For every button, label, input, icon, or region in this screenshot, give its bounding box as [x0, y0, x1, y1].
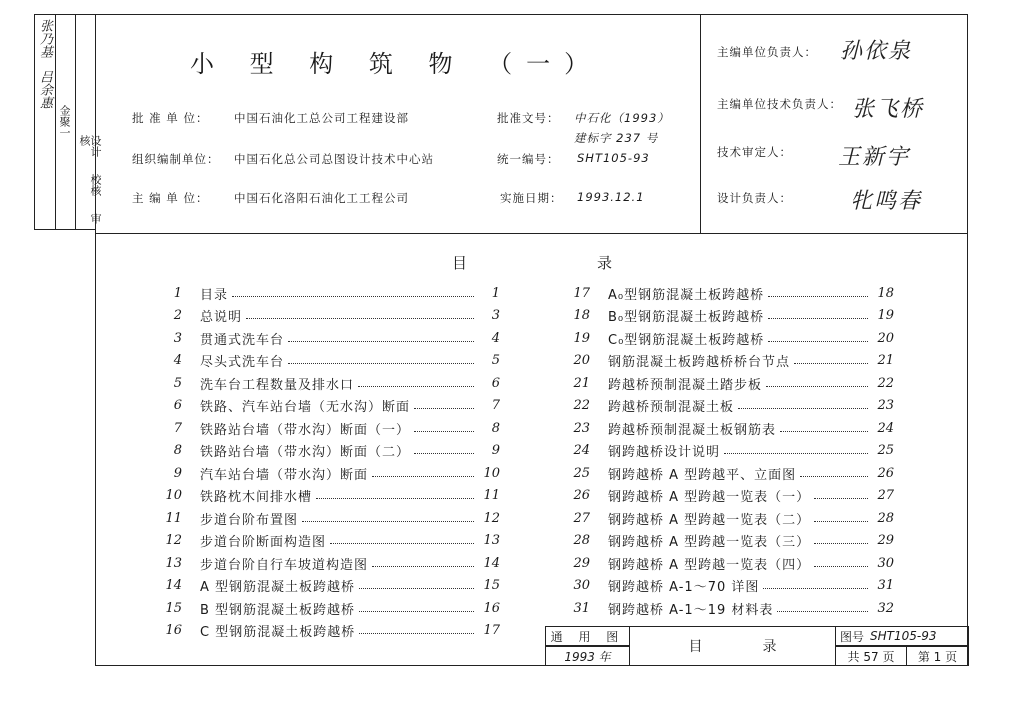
side-strip-names-2 — [59, 105, 70, 138]
toc-leader-dots — [414, 431, 474, 432]
toc-entry — [160, 621, 500, 641]
toc-entry — [568, 328, 894, 348]
toc-entry-page: 17 — [483, 623, 500, 638]
toc-entry — [568, 598, 894, 618]
signature-1: 孙依泉 — [840, 39, 913, 64]
toc-entry-title: 钢跨越桥 A 型跨越一览表（四） — [608, 557, 811, 573]
toc-entry-number: 3 — [173, 330, 182, 346]
toc-entry-number: 28 — [573, 533, 590, 548]
title-block — [545, 626, 969, 666]
toc-entry-number: 23 — [573, 420, 590, 436]
toc-entry-page: 7 — [491, 398, 500, 413]
unified-no-label: 统一编号： — [497, 152, 560, 166]
toc-leader-dots — [768, 341, 868, 342]
toc-entry — [160, 283, 500, 303]
toc-entry-number: 26 — [573, 488, 590, 503]
toc-leader-dots — [414, 408, 474, 409]
signature-2: 张飞桥 — [852, 97, 925, 122]
toc-leader-dots — [814, 543, 868, 544]
approving-unit-label: 批 准 单 位： — [132, 111, 209, 125]
toc-leader-dots — [777, 611, 868, 612]
toc-entry-number: 5 — [173, 375, 182, 391]
toc-leader-dots — [288, 363, 474, 364]
toc-entry-page: 27 — [877, 488, 894, 503]
toc-entry-page: 14 — [483, 555, 500, 571]
toc-entry-page: 22 — [877, 375, 894, 391]
toc-entry-page: 19 — [877, 308, 894, 323]
toc-leader-dots — [738, 408, 868, 409]
toc-entry-page: 1 — [491, 285, 500, 301]
toc-entry-title: 步道台阶自行车坡道构造图 — [200, 557, 369, 573]
toc-entry-number: 20 — [573, 353, 590, 368]
toc-entry-title: 步道台阶布置图 — [200, 512, 299, 528]
toc-leader-dots — [359, 611, 474, 612]
toc-entry-number: 7 — [173, 420, 182, 436]
toc-leader-dots — [763, 588, 868, 589]
organizing-unit-label: 组织编制单位： — [132, 152, 220, 166]
toc-leader-dots — [316, 498, 474, 499]
title-block-page: 第 1 页 — [906, 646, 969, 666]
approval-no-label: 批准文号： — [497, 111, 560, 125]
title-block-drawing-no — [835, 626, 969, 646]
toc-entry-page: 10 — [483, 465, 500, 481]
toc-entry-number: 24 — [573, 443, 590, 458]
toc-entry — [568, 373, 894, 393]
toc-entry-number: 12 — [165, 533, 182, 548]
toc-entry-number: 27 — [573, 510, 590, 526]
side-name-3: 金聚一 — [58, 105, 71, 138]
toc-entry-title: 贯通式洗车台 — [200, 332, 285, 348]
side-strip-labels — [79, 135, 101, 229]
toc-entry-number: 18 — [573, 308, 590, 323]
toc-entry-number: 29 — [573, 555, 590, 571]
toc-entry-page: 3 — [491, 308, 500, 323]
toc-entry-title: 汽车站台墙（带水沟）断面 — [200, 467, 369, 483]
toc-entry-title: 钢跨越桥 A 型跨越平、立面图 — [608, 467, 797, 483]
toc-leader-dots — [814, 566, 868, 567]
toc-entry-page: 18 — [877, 285, 894, 301]
toc-entry — [568, 531, 894, 551]
toc-leader-dots — [414, 453, 474, 454]
toc-entry-number: 30 — [573, 578, 590, 593]
title-block-total-pages: 共 57 页 — [835, 646, 907, 666]
toc-entry-number: 1 — [173, 285, 182, 301]
toc-entry-number: 31 — [573, 600, 590, 616]
toc-entry-page: 32 — [877, 600, 894, 616]
unified-no-value: SHT105-93 — [577, 151, 650, 165]
toc-entry-title: A₀型钢筋混凝土板跨越桥 — [608, 287, 765, 303]
drawing-no-label: 图号 — [840, 629, 865, 644]
toc-entry-title: 尽头式洗车台 — [200, 355, 285, 370]
toc-entry-title: 铁路枕木间排水槽 — [200, 490, 313, 505]
toc-entry — [160, 576, 500, 596]
toc-entry — [160, 396, 500, 416]
toc-entry — [568, 508, 894, 528]
title-block-name-left: 目 — [688, 639, 703, 655]
toc-entry — [568, 351, 894, 371]
toc-entry-title: 铁路站台墙（带水沟）断面（一） — [200, 422, 411, 438]
toc-entry-page: 20 — [877, 330, 894, 346]
effective-date-value: 1993.12.1 — [577, 190, 645, 204]
side-label-3: 审核 — [78, 135, 102, 224]
toc-leader-dots — [288, 341, 474, 342]
toc-entry-title: 目录 — [200, 287, 229, 303]
toc-entry — [568, 418, 894, 438]
toc-leader-dots — [768, 296, 868, 297]
toc-entry-number: 13 — [165, 555, 182, 571]
toc-entry-title: C 型钢筋混凝土板跨越桥 — [200, 625, 356, 640]
toc-entry-number: 25 — [573, 465, 590, 481]
toc-entry — [568, 396, 894, 416]
toc-entry-page: 15 — [483, 578, 500, 593]
toc-entry — [160, 553, 500, 573]
toc-entry-title: 钢跨越桥 A-1～70 详图 — [608, 580, 760, 595]
toc-leader-dots — [766, 386, 868, 387]
toc-entry-page: 24 — [877, 420, 894, 436]
toc-entry-title: 跨越桥预制混凝土板钢筋表 — [608, 422, 777, 438]
toc-entry — [160, 598, 500, 618]
page-title: 小 型 构 筑 物 （一） — [190, 50, 603, 78]
toc-entry — [160, 486, 500, 506]
toc-entry-title: 钢跨越桥 A 型跨越一览表（一） — [608, 490, 811, 505]
toc-entry-number: 4 — [173, 353, 182, 368]
toc-entry-page: 13 — [483, 533, 500, 548]
toc-entry-number: 17 — [573, 285, 590, 301]
toc-entry — [568, 283, 894, 303]
responsible-label-1: 主编单位负责人： — [717, 45, 817, 59]
responsible-label-2: 主编单位技术负责人： — [717, 97, 842, 111]
toc-entry-page: 6 — [491, 375, 500, 391]
toc-entry-title: A 型钢筋混凝土板跨越桥 — [200, 580, 356, 595]
toc-leader-dots — [372, 566, 474, 567]
toc-entry — [568, 486, 894, 506]
toc-entry — [160, 508, 500, 528]
toc-entry-title: B₀型钢筋混凝土板跨越桥 — [608, 310, 765, 325]
toc-entry-page: 25 — [877, 443, 894, 458]
toc-entry-number: 21 — [573, 375, 590, 391]
toc-entry-number: 16 — [165, 623, 182, 638]
toc-entry-number: 8 — [173, 443, 182, 458]
toc-leader-dots — [814, 521, 868, 522]
toc-entry-page: 9 — [491, 443, 500, 458]
toc-entry-page: 12 — [483, 510, 500, 526]
toc-leader-dots — [359, 633, 474, 634]
side-name-2: 吕余惠 — [37, 70, 52, 110]
toc-heading-right: 录 — [597, 254, 613, 272]
chief-unit-label: 主 编 单 位： — [132, 191, 209, 205]
toc-entry-title: 跨越桥预制混凝土踏步板 — [608, 377, 763, 393]
toc-entry — [568, 553, 894, 573]
toc-entry-title: 铁路、汽车站台墙（无水沟）断面 — [200, 400, 411, 415]
side-name-1: 张乃基 — [37, 19, 52, 58]
toc-entry-title: 钢跨越桥设计说明 — [608, 445, 721, 460]
toc-entry-number: 15 — [165, 600, 182, 616]
toc-entry-page: 29 — [877, 533, 894, 548]
toc-entry-number: 11 — [165, 510, 182, 526]
toc-entry-page: 21 — [877, 353, 894, 368]
toc-entry-title: 钢跨越桥 A 型跨越一览表（三） — [608, 535, 811, 550]
toc-entry-page: 11 — [483, 488, 500, 503]
toc-entry — [568, 441, 894, 461]
approval-no-value-2: 建标字 237 号 — [574, 131, 659, 145]
toc-entry-title: B 型钢筋混凝土板跨越桥 — [200, 602, 356, 618]
toc-entry — [160, 531, 500, 551]
toc-leader-dots — [302, 521, 474, 522]
toc-leader-dots — [780, 431, 868, 432]
toc-entry-number: 10 — [165, 488, 182, 503]
toc-leader-dots — [814, 498, 868, 499]
toc-entry-title: 总说明 — [200, 310, 243, 325]
header-bottom-line — [95, 233, 968, 234]
toc-heading-left: 目 — [452, 254, 468, 272]
toc-entry-page: 26 — [877, 465, 894, 481]
toc-entry-title: 钢筋混凝土板跨越桥桥台节点 — [608, 355, 791, 370]
chief-unit-value: 中国石化洛阳石油化工工程公司 — [234, 191, 409, 205]
toc-entry — [160, 351, 500, 371]
toc-entry — [160, 418, 500, 438]
toc-entry-title: 跨越桥预制混凝土板 — [608, 400, 735, 415]
toc-entry-number: 22 — [573, 398, 590, 413]
toc-entry-number: 9 — [173, 465, 182, 481]
title-block-type: 通 用 图 — [545, 626, 630, 646]
signature-4: 牝鸣春 — [850, 189, 923, 214]
toc-entry — [160, 306, 500, 326]
toc-leader-dots — [794, 363, 868, 364]
side-label-2: 校核 — [89, 174, 102, 196]
toc-entry-title: 步道台阶断面构造图 — [200, 535, 327, 550]
title-block-name — [629, 626, 836, 666]
toc-entry-number: 2 — [173, 308, 182, 323]
toc-leader-dots — [724, 453, 868, 454]
toc-entry — [160, 441, 500, 461]
toc-entry-number: 6 — [173, 398, 182, 413]
toc-entry-title: 钢跨越桥 A 型跨越一览表（二） — [608, 512, 811, 528]
toc-entry-page: 23 — [877, 398, 894, 413]
toc-leader-dots — [330, 543, 474, 544]
organizing-unit-value: 中国石化总公司总图设计技术中心站 — [234, 152, 434, 166]
side-strip — [34, 14, 102, 230]
toc-entry-title: 钢跨越桥 A-1～19 材料表 — [608, 602, 774, 618]
title-block-year: 1993 年 — [545, 646, 630, 666]
approval-no-value: 中石化（1993） — [574, 111, 670, 125]
toc-entry-number: 14 — [165, 578, 182, 593]
toc-entry — [568, 463, 894, 483]
toc-entry — [568, 576, 894, 596]
toc-leader-dots — [246, 318, 474, 319]
toc-entry — [160, 373, 500, 393]
toc-entry-number: 19 — [573, 330, 590, 346]
toc-leader-dots — [768, 318, 868, 319]
toc-entry-page: 28 — [877, 510, 894, 526]
title-block-name-right: 录 — [762, 639, 777, 655]
header-vertical-divider — [700, 14, 701, 233]
side-strip-names — [38, 19, 51, 109]
toc-entry — [160, 328, 500, 348]
approving-unit-value: 中国石油化工总公司工程建设部 — [234, 111, 409, 125]
toc-entry-page: 16 — [483, 600, 500, 616]
effective-date-label: 实施日期： — [500, 191, 563, 205]
toc-entry-page: 31 — [877, 578, 894, 593]
toc-entry — [568, 306, 894, 326]
toc-entry-title: 洗车台工程数量及排水口 — [200, 377, 355, 393]
side-label-1: 设计 — [89, 135, 102, 157]
toc-entry-title: C₀型钢筋混凝土板跨越桥 — [608, 332, 765, 348]
responsible-label-3: 技术审定人： — [717, 145, 792, 159]
toc-entry-page: 4 — [491, 330, 500, 346]
toc-entry — [160, 463, 500, 483]
toc-leader-dots — [359, 588, 474, 589]
toc-entry-title: 铁路站台墙（带水沟）断面（二） — [200, 445, 411, 460]
toc-entry-page: 30 — [877, 555, 894, 571]
toc-entry-page: 8 — [491, 420, 500, 436]
toc-leader-dots — [232, 296, 474, 297]
toc-leader-dots — [358, 386, 474, 387]
signature-3: 王新宇 — [838, 145, 911, 170]
toc-leader-dots — [372, 476, 474, 477]
drawing-no-value: SHT105-93 — [870, 629, 937, 643]
toc-leader-dots — [800, 476, 868, 477]
toc-entry-page: 5 — [491, 353, 500, 368]
responsible-label-4: 设计负责人： — [717, 191, 792, 205]
